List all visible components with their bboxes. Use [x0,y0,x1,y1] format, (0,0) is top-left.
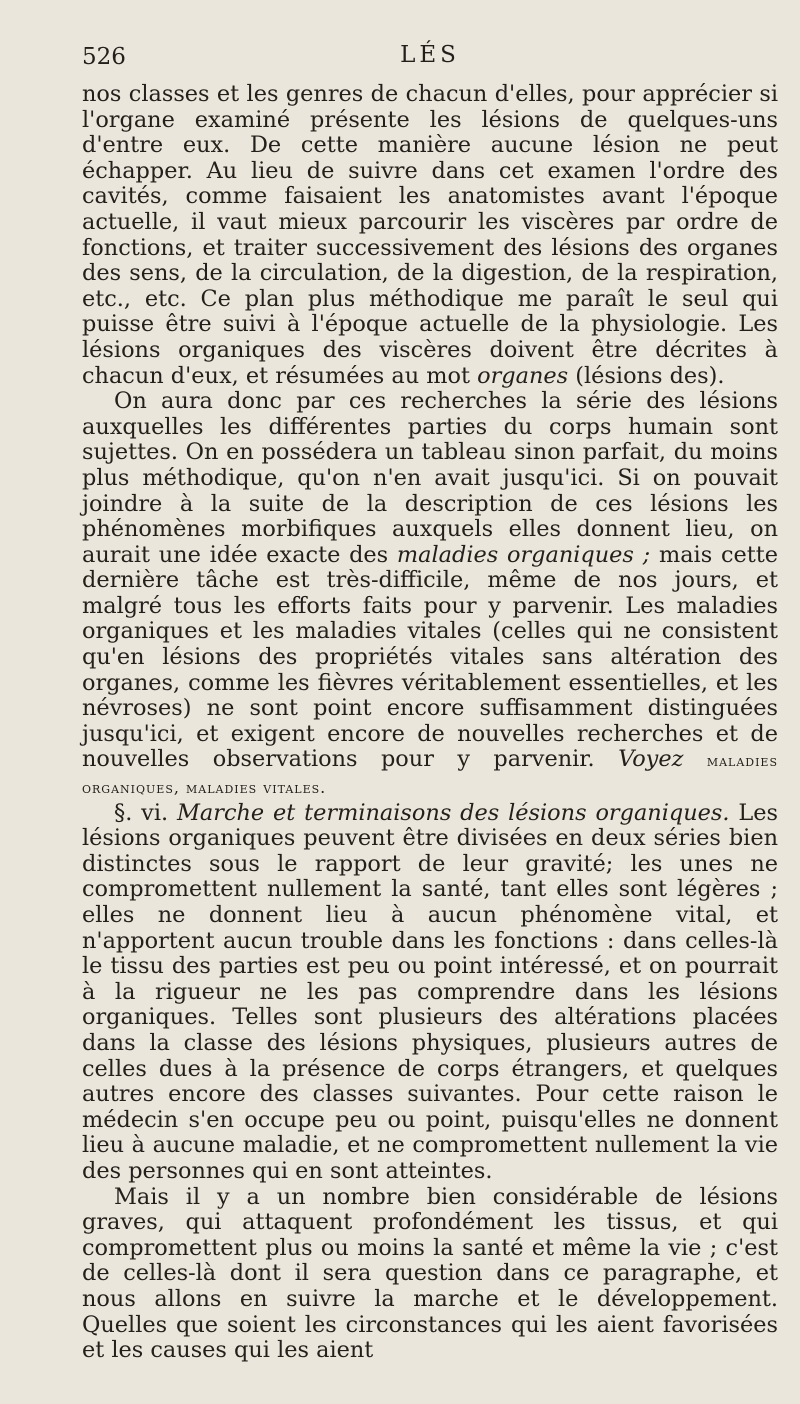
text-run: Mais il y a un nombre bien considérable de lésions graves, qui attaquent profondément les tissus, et qui compromettent plus ou moins la santé et même la vie ; c'est de celles-là dont il sera question dans ce paragraphe, et nous allons en suivre la marche et le développement. Quelles que soient les circonstances qui les aient favorisées et les causes qui les aient [82,1183,778,1364]
text-run: Les lésions organiques peuvent être divisées en deux séries bien distinctes sous le rapport de leur gravité; les unes ne compromettent nullement la santé, tant elles sont légères ; elles ne donnent lieu à aucun phénomène vital, et n'apportent aucun trouble dans les fonctions : dans celles-là le tissu des parties est peu ou point intéressé, et on pourrait à la rigueur ne les pas comprendre dans les lésions organiques. Telles sont plusieurs des altérations placées dans la classe des lésions physiques, plusieurs autres de celles dues à la présence de corps étrangers, et quelques autres encore des classes suivantes. Pour cette raison le médecin s'en occupe peu ou point, puisqu'elles ne donnent lieu à aucune maladie, et ne compromettent nullement la vie des personnes qui en sont atteintes. [82,799,778,1184]
text-run: On aura donc par ces recherches la série des lésions auxquelles les différentes parties du corps humain sont sujettes. On en possédera un tableau sinon parfait, du moins plus méthodique, qu'on n'en avait jusqu'ici. Si on pouvait joindre à la suite de la description de ces lésions les phénomènes morbifiques auxquels elles donnent lieu, on aurait une idée exacte des [82,388,778,568]
italic-term: maladies organiques ; [396,541,651,568]
text-run: (lésions des). [568,362,725,389]
paragraph-1 [82,82,778,389]
page-number: 526 [82,44,126,70]
italic-term: organes [477,362,569,389]
text-run: nos classes et les genres de chacun d'elles, pour apprécier si l'organe examiné présente les lésions de quelques-uns d'entre eux. De cette manière aucune lésion ne peut échapper. Au lieu de suivre dans cet examen l'ordre des cavités, comme faisaient les anatomistes avant l'époque actuelle, il vaut mieux parcourir les viscères par ordre de fonctions, et traiter successivement des lésions des organes des sens, de la circulation, de la digestion, de la respiration, etc., etc. Ce plan plus méthodique me paraît le seul qui puisse être suivi à l'époque actuelle de la physiologie. Les lésions organiques des viscères doivent être décrites à chacun d'eux, et résumées au mot [82,81,778,389]
text-run: mais cette dernière tâche est très-difficile, même de nos jours, et malgré tous les efforts faits pour y parvenir. Les maladies organiques et les maladies vitales (celles qui ne consistent qu'en lésions des propriétés vitales sans altération des organes, comme les fièvres véritablement essentielles, et les névroses) ne sont point encore suffisamment distinguées jusqu'ici, et exigent encore de nouvelles recherches et de nouvelles observations pour y parvenir. [82,541,778,773]
paragraph-2 [82,389,778,801]
paragraph-4 [82,1185,778,1364]
running-head: LÉS [400,42,460,68]
body-text [82,82,778,1364]
page-header [82,38,778,82]
section-title: Marche et terminaisons des lésions organiques. [176,799,730,826]
cross-reference: maladies organiques, maladies vitales. [82,751,778,798]
paragraph-3 [82,801,778,1185]
text-run [683,746,706,772]
see-also-label: Voyez [618,746,684,773]
section-number: §. vi. [114,799,177,826]
